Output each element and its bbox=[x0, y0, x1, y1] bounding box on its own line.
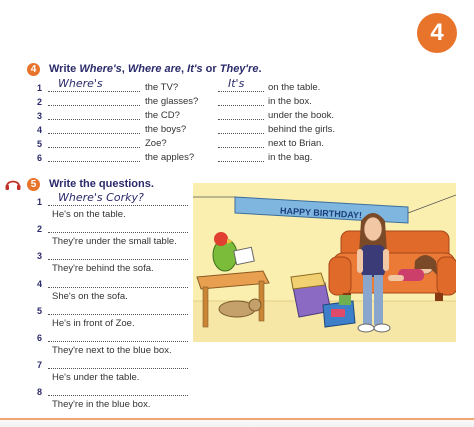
exercise-4-item-number: 1 bbox=[37, 83, 43, 93]
exercise-4-question-text: the CD? bbox=[145, 110, 180, 121]
exercise-5-answer: They're under the small table. bbox=[52, 236, 177, 247]
exercise-5-question-blank[interactable] bbox=[48, 278, 188, 288]
exercise-5-question-blank[interactable] bbox=[48, 223, 188, 233]
exercise-5-answer: He's under the table. bbox=[52, 372, 140, 383]
exercise-5-answer: She's on the sofa. bbox=[52, 291, 128, 302]
exercise-5-answer: They're in the blue box. bbox=[52, 399, 151, 410]
exercise-4-blank-right[interactable] bbox=[218, 110, 264, 120]
exercise-4-blank-left[interactable] bbox=[48, 110, 140, 120]
exercise-4-answer-text: behind the girls. bbox=[268, 124, 336, 135]
exercise-5-question-blank[interactable] bbox=[48, 250, 188, 260]
exercise-4-blank-left[interactable] bbox=[48, 96, 140, 106]
exercise-5-answer: They're next to the blue box. bbox=[52, 345, 172, 356]
exercise-4-item-number: 4 bbox=[37, 125, 43, 135]
exercise-4-blank-right[interactable] bbox=[218, 138, 264, 148]
exercise-4-question-text: the boys? bbox=[145, 124, 187, 135]
exercise-4-blank-right[interactable] bbox=[218, 96, 264, 106]
exercise-4-question-text: the TV? bbox=[145, 82, 179, 93]
exercise-5-item-number: 2 bbox=[37, 224, 43, 234]
exercise-4-item-number: 2 bbox=[37, 97, 43, 107]
exercise-5-question-blank[interactable] bbox=[48, 386, 188, 396]
exercise-4-number: 4 bbox=[27, 63, 40, 76]
exercise-5-item-number: 3 bbox=[37, 251, 43, 261]
exercise-4-question-text: the glasses? bbox=[145, 96, 199, 107]
unit-badge: 4 bbox=[417, 13, 457, 53]
exercise-4-blank-left[interactable] bbox=[48, 138, 140, 148]
exercise-5-item-number: 7 bbox=[37, 360, 43, 370]
headphones-icon bbox=[4, 177, 22, 196]
exercise-5-answer: He's on the table. bbox=[52, 209, 126, 220]
exercise-4-blank-right[interactable] bbox=[218, 152, 264, 162]
exercise-4-question-text: the apples? bbox=[145, 152, 195, 163]
exercise-5-item-number: 5 bbox=[37, 306, 43, 316]
exercise-4-item-number: 5 bbox=[37, 139, 43, 149]
exercise-4-example-right: It's bbox=[228, 77, 245, 90]
exercise-4-answer-text: in the bag. bbox=[268, 152, 313, 163]
exercise-5-question-blank[interactable] bbox=[48, 332, 188, 342]
exercise-5-example-question: Where's Corky? bbox=[58, 191, 144, 204]
exercise-4-answer-text: in the box. bbox=[268, 96, 312, 107]
exercise-4-blank-right[interactable] bbox=[218, 124, 264, 134]
exercise-4-blank-left[interactable] bbox=[48, 152, 140, 162]
birthday-scene-illustration bbox=[193, 183, 456, 342]
exercise-5-item-number: 6 bbox=[37, 333, 43, 343]
exercise-5-item-number: 4 bbox=[37, 279, 43, 289]
exercise-5-question-blank[interactable] bbox=[48, 359, 188, 369]
exercise-4-answer-text: on the table. bbox=[268, 82, 321, 93]
exercise-4-title: Write Where's, Where are, It's or They're. bbox=[49, 63, 262, 75]
exercise-5-number: 5 bbox=[27, 178, 40, 191]
exercise-4-example-left: Where's bbox=[58, 77, 103, 90]
exercise-5-title: Write the questions. bbox=[49, 178, 154, 190]
exercise-4-item-number: 6 bbox=[37, 153, 43, 163]
exercise-5-item-number: 8 bbox=[37, 387, 43, 397]
exercise-4-question-text: Zoe? bbox=[145, 138, 167, 149]
exercise-4-item-number: 3 bbox=[37, 111, 43, 121]
banner-text: HAPPY BIRTHDAY! bbox=[279, 205, 363, 221]
exercise-4-answer-text: next to Brian. bbox=[268, 138, 324, 149]
exercise-5-item-number: 1 bbox=[37, 197, 43, 207]
exercise-4-answer-text: under the book. bbox=[268, 110, 335, 121]
exercise-5-question-blank[interactable] bbox=[48, 305, 188, 315]
exercise-5-answer: He's in front of Zoe. bbox=[52, 318, 135, 329]
page-bottom-rule bbox=[0, 415, 474, 427]
sofa bbox=[329, 231, 456, 301]
exercise-5-answer: They're behind the sofa. bbox=[52, 263, 154, 274]
exercise-4-blank-left[interactable] bbox=[48, 124, 140, 134]
